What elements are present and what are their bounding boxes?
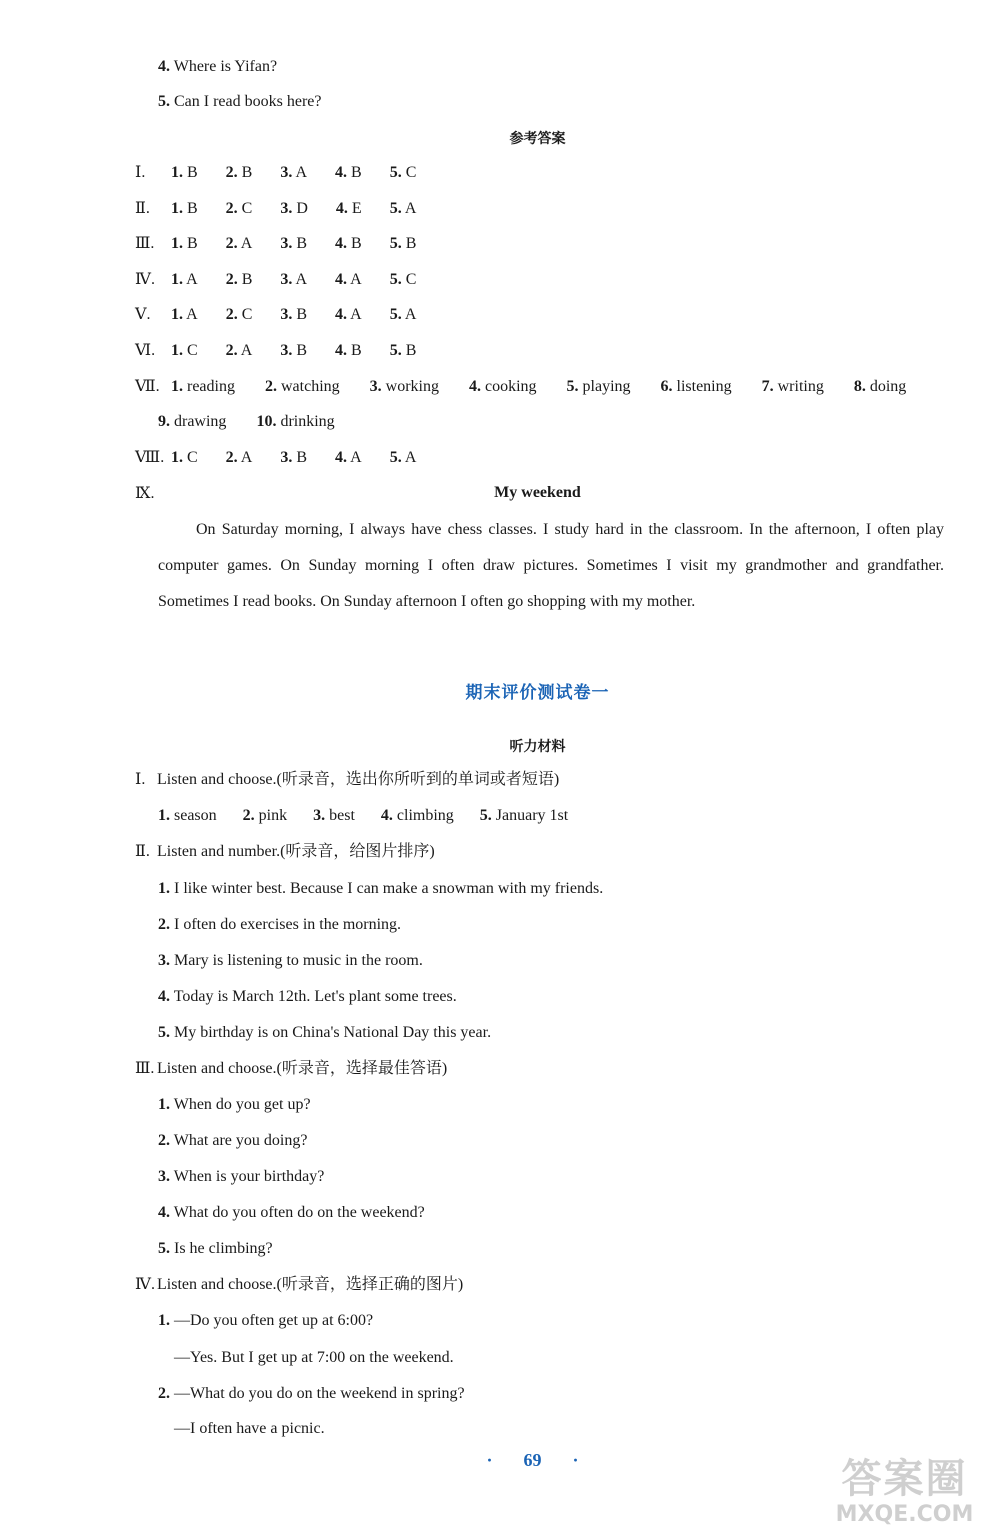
item-value: drinking — [280, 413, 335, 430]
answer-item — [280, 342, 321, 359]
question-number: 4. — [158, 58, 170, 75]
answer-item — [335, 342, 376, 359]
answer-row-viii — [135, 448, 458, 468]
answer-item — [280, 200, 322, 217]
item-value: season — [174, 807, 217, 824]
answer-row — [135, 305, 444, 325]
item-number: 3. — [369, 378, 382, 395]
answer-item — [280, 271, 321, 288]
answer-item — [567, 378, 645, 395]
list-item — [158, 951, 423, 971]
roman-numeral: Ⅶ. — [135, 378, 160, 395]
item-value: E — [351, 200, 362, 217]
item-value: climbing — [396, 807, 454, 824]
roman-numeral: Ⅳ. — [135, 1276, 155, 1293]
answer-item — [171, 200, 212, 217]
section-instruction: Listen and number.(听录音，给图片排序) — [157, 843, 435, 860]
answer-row — [135, 163, 444, 183]
item-text: I often do exercises in the morning. — [174, 916, 402, 933]
item-value: doing — [869, 378, 907, 395]
listening-items — [158, 806, 608, 826]
item-value: January 1st — [495, 807, 569, 824]
answer-item — [480, 807, 582, 824]
answer-item — [256, 413, 348, 430]
answer-item — [280, 164, 321, 181]
roman-numeral: Ⅲ. — [135, 1060, 155, 1077]
item-text: Mary is listening to music in the room. — [174, 952, 423, 969]
section-instruction: Listen and choose.(听录音，选择最佳答语) — [157, 1060, 448, 1077]
answer-item — [390, 271, 431, 288]
item-number: 5. — [389, 271, 402, 288]
listening-section-heading — [135, 770, 559, 790]
dialogue-line — [174, 1419, 325, 1439]
item-number: 1. — [171, 378, 183, 395]
item-number: 4. — [335, 271, 348, 288]
item-number: 3. — [280, 164, 293, 181]
item-value: pink — [258, 807, 288, 824]
item-number: 2. — [158, 916, 170, 933]
item-number: 3. — [280, 200, 293, 217]
answer-row — [135, 341, 444, 361]
essay-paragraph: On Saturday morning, I always have chess classes. I study hard in the classroom. In the afternoon, I often play computer games. On Sunday morning I often draw pictures. Sometimes I visit my grandmother and grandfather. Sometimes I read books. On Sunday afternoon I often go shopping with my mother. — [158, 521, 944, 610]
answer-item — [226, 164, 267, 181]
list-item — [158, 1095, 311, 1115]
answer-item — [280, 449, 321, 466]
listening-section-heading — [135, 1059, 447, 1079]
item-number: 3. — [280, 235, 293, 252]
item-value: cooking — [484, 378, 537, 395]
list-item — [158, 1167, 324, 1187]
item-number: 2. — [225, 306, 238, 323]
item-number: 3. — [280, 306, 293, 323]
answer-item — [854, 378, 920, 395]
answer-item — [336, 200, 376, 217]
answer-item — [226, 271, 267, 288]
list-item — [158, 987, 457, 1007]
item-number: 5. — [389, 200, 402, 217]
question-line — [158, 92, 322, 112]
item-number: 2. — [158, 1132, 170, 1149]
item-value: B — [296, 235, 308, 252]
item-number: 1. — [158, 1096, 170, 1113]
item-number: 4. — [468, 378, 481, 395]
bullet: · — [572, 1450, 579, 1470]
bullet: · — [486, 1450, 493, 1470]
answer-items — [158, 413, 365, 430]
item-number: 3. — [158, 952, 170, 969]
answer-item — [171, 378, 249, 395]
answer-item — [226, 200, 267, 217]
item-value: A — [240, 449, 253, 466]
question-text: Can I read books here? — [174, 93, 322, 110]
answer-row-vii — [135, 377, 950, 397]
item-number: 2. — [225, 449, 238, 466]
answer-item — [171, 235, 212, 252]
section-title: 期末评价测试卷一 — [465, 683, 610, 703]
answer-item — [280, 235, 321, 252]
answer-item — [335, 271, 376, 288]
item-value: A — [404, 449, 417, 466]
dialogue-text: —Do you often get up at 6:00? — [174, 1312, 374, 1329]
item-number: 1. — [171, 306, 183, 323]
item-number: 4. — [335, 164, 348, 181]
item-number: 8. — [853, 378, 866, 395]
item-value: playing — [582, 378, 631, 395]
item-value: B — [187, 200, 198, 217]
item-number: 4. — [335, 449, 348, 466]
answer-item — [390, 200, 431, 217]
item-value: B — [351, 342, 362, 359]
item-value: B — [405, 342, 417, 359]
watermark-top: 答案圈 — [841, 1456, 968, 1502]
item-value: B — [241, 271, 253, 288]
item-number: 3. — [280, 342, 293, 359]
item-value: drawing — [174, 413, 227, 430]
list-item — [158, 1203, 425, 1223]
answer-item — [390, 306, 431, 323]
item-value: B — [241, 164, 253, 181]
item-number: 4. — [335, 235, 348, 252]
item-number: 4. — [380, 807, 393, 824]
item-number: 2. — [225, 235, 238, 252]
answer-item — [335, 235, 376, 252]
item-number: 3. — [280, 449, 293, 466]
answer-item — [158, 807, 231, 824]
answer-item — [171, 271, 212, 288]
item-number: 2. — [225, 342, 238, 359]
dialogue-line — [158, 1311, 373, 1331]
answer-item — [226, 306, 267, 323]
roman-numeral: Ⅲ. — [135, 235, 155, 252]
item-value: A — [295, 164, 308, 181]
roman-numeral: Ⅴ. — [135, 306, 151, 323]
answer-item — [226, 342, 267, 359]
item-value: A — [350, 271, 362, 288]
dialogue-text: —Yes. But I get up at 7:00 on the weekend. — [174, 1349, 454, 1366]
item-text: When is your birthday? — [173, 1168, 325, 1185]
item-number: 5. — [389, 342, 402, 359]
list-item — [158, 915, 401, 935]
item-value: A — [186, 271, 198, 288]
item-text: What do you often do on the weekend? — [173, 1204, 425, 1221]
list-item — [158, 879, 603, 899]
answer-item — [171, 306, 212, 323]
item-value: B — [187, 235, 198, 252]
answer-item — [243, 807, 301, 824]
listening-section-heading — [135, 842, 435, 862]
roman-numeral: Ⅰ. — [135, 771, 146, 788]
item-number: 1. — [171, 164, 183, 181]
item-number: 5. — [389, 164, 402, 181]
item-number: 5. — [389, 449, 402, 466]
item-value: B — [296, 449, 308, 466]
item-value: B — [296, 342, 308, 359]
item-value: C — [405, 164, 417, 181]
answer-row-vii-cont — [158, 412, 379, 432]
item-value: C — [405, 271, 417, 288]
answer-item — [390, 164, 431, 181]
section-instruction: Listen and choose.(听录音，选出你所听到的单词或者短语) — [157, 771, 560, 788]
list-item — [158, 1131, 307, 1151]
item-value: A — [295, 271, 308, 288]
item-value: C — [187, 449, 198, 466]
item-text: I like winter best. Because I can make a snowman with my friends. — [174, 880, 604, 897]
essay-title: My weekend — [494, 484, 581, 501]
item-number: 4. — [335, 200, 348, 217]
item-number: 5. — [389, 306, 402, 323]
answer-item — [158, 413, 240, 430]
item-value: A — [240, 235, 253, 252]
answer-item — [390, 342, 431, 359]
answer-item — [335, 164, 376, 181]
answer-key-title: 参考答案 — [509, 131, 566, 147]
item-number: 1. — [171, 342, 183, 359]
answer-row — [135, 270, 444, 290]
item-value: best — [329, 807, 355, 824]
answer-row — [135, 234, 444, 254]
item-number: 5. — [158, 1024, 170, 1041]
item-value: working — [385, 378, 439, 395]
item-value: B — [351, 164, 362, 181]
item-value: D — [296, 200, 308, 217]
answer-row — [135, 199, 444, 219]
list-item — [158, 1239, 273, 1259]
item-value: A — [186, 306, 198, 323]
item-number: 4. — [335, 342, 348, 359]
item-number: 3. — [280, 271, 293, 288]
roman-numeral: Ⅱ. — [135, 843, 150, 860]
item-number: 4. — [158, 988, 170, 1005]
item-value: C — [241, 200, 253, 217]
item-number: 1. — [171, 200, 183, 217]
question-number: 2. — [158, 1385, 170, 1402]
answer-item — [390, 235, 431, 252]
item-number: 1. — [171, 271, 183, 288]
watermark-logo — [827, 1455, 982, 1530]
item-number: 4. — [335, 306, 348, 323]
list-item — [158, 1023, 491, 1043]
answer-item — [171, 164, 212, 181]
item-value: A — [404, 306, 417, 323]
item-value: A — [350, 306, 362, 323]
dialogue-text: —What do you do on the weekend in spring? — [174, 1385, 465, 1402]
item-number: 5. — [479, 807, 492, 824]
answer-item — [335, 449, 376, 466]
roman-numeral: Ⅸ. — [135, 485, 155, 502]
answer-item — [171, 342, 212, 359]
item-value: A — [350, 449, 362, 466]
item-number: 1. — [171, 449, 183, 466]
item-number: 2. — [264, 378, 277, 395]
answer-item — [226, 235, 267, 252]
answer-items — [171, 449, 444, 466]
dialogue-text: —I often have a picnic. — [174, 1420, 325, 1437]
item-value: B — [351, 235, 362, 252]
item-number: 4. — [158, 1204, 170, 1221]
item-value: B — [405, 235, 417, 252]
item-text: What are you doing? — [173, 1132, 308, 1149]
question-number: 5. — [158, 93, 170, 110]
dialogue-line — [174, 1348, 454, 1368]
answer-item — [171, 449, 212, 466]
listening-section-heading — [135, 1275, 463, 1295]
item-number: 6. — [660, 378, 673, 395]
item-number: 1. — [158, 880, 170, 897]
roman-numeral: Ⅱ. — [135, 200, 150, 217]
question-number: 1. — [158, 1312, 170, 1329]
item-text: My birthday is on China's National Day this year. — [174, 1024, 492, 1041]
answer-item — [469, 378, 551, 395]
item-value: listening — [676, 378, 732, 395]
roman-numeral: Ⅰ. — [135, 164, 146, 181]
item-number: 10. — [256, 413, 277, 430]
answer-item — [370, 378, 453, 395]
dialogue-line — [158, 1384, 465, 1404]
roman-numeral: Ⅵ. — [135, 342, 156, 359]
item-number: 3. — [158, 1168, 170, 1185]
item-number: 1. — [158, 807, 170, 824]
answer-item — [226, 449, 267, 466]
answer-items — [171, 378, 936, 395]
item-value: writing — [777, 378, 824, 395]
item-value: watching — [280, 378, 340, 395]
item-value: C — [187, 342, 198, 359]
answer-item — [280, 306, 321, 323]
item-number: 2. — [242, 807, 255, 824]
item-number: 7. — [761, 378, 774, 395]
answer-item — [335, 306, 376, 323]
item-value: B — [187, 164, 198, 181]
item-number: 2. — [225, 271, 238, 288]
item-value: B — [296, 306, 308, 323]
item-number: 2. — [225, 200, 238, 217]
item-text: Is he climbing? — [174, 1240, 273, 1257]
answer-item — [313, 807, 369, 824]
answer-item — [661, 378, 746, 395]
item-value: A — [404, 200, 417, 217]
page-number: 69 — [523, 1450, 542, 1470]
answer-item — [265, 378, 354, 395]
answer-items — [158, 807, 594, 824]
item-value: A — [240, 342, 253, 359]
item-number: 3. — [313, 807, 326, 824]
item-number: 5. — [158, 1240, 170, 1257]
item-text: When do you get up? — [173, 1096, 311, 1113]
item-value: C — [241, 306, 253, 323]
item-value: reading — [187, 378, 235, 395]
item-number: 5. — [566, 378, 579, 395]
roman-numeral: Ⅷ. — [135, 449, 165, 466]
item-text: Today is March 12th. Let's plant some trees. — [173, 988, 457, 1005]
answer-item — [390, 449, 431, 466]
item-number: 5. — [389, 235, 402, 252]
item-number: 2. — [225, 164, 238, 181]
section-instruction: Listen and choose.(听录音，选择正确的图片) — [157, 1276, 464, 1293]
watermark-bottom: MXQE.COM — [835, 1502, 974, 1527]
listening-title: 听力材料 — [509, 739, 566, 755]
roman-numeral: Ⅳ. — [135, 271, 155, 288]
answer-item — [762, 378, 838, 395]
item-number: 9. — [158, 413, 170, 430]
question-line — [158, 57, 277, 77]
answer-item — [381, 807, 468, 824]
item-number: 1. — [171, 235, 183, 252]
question-text: Where is Yifan? — [173, 58, 278, 75]
